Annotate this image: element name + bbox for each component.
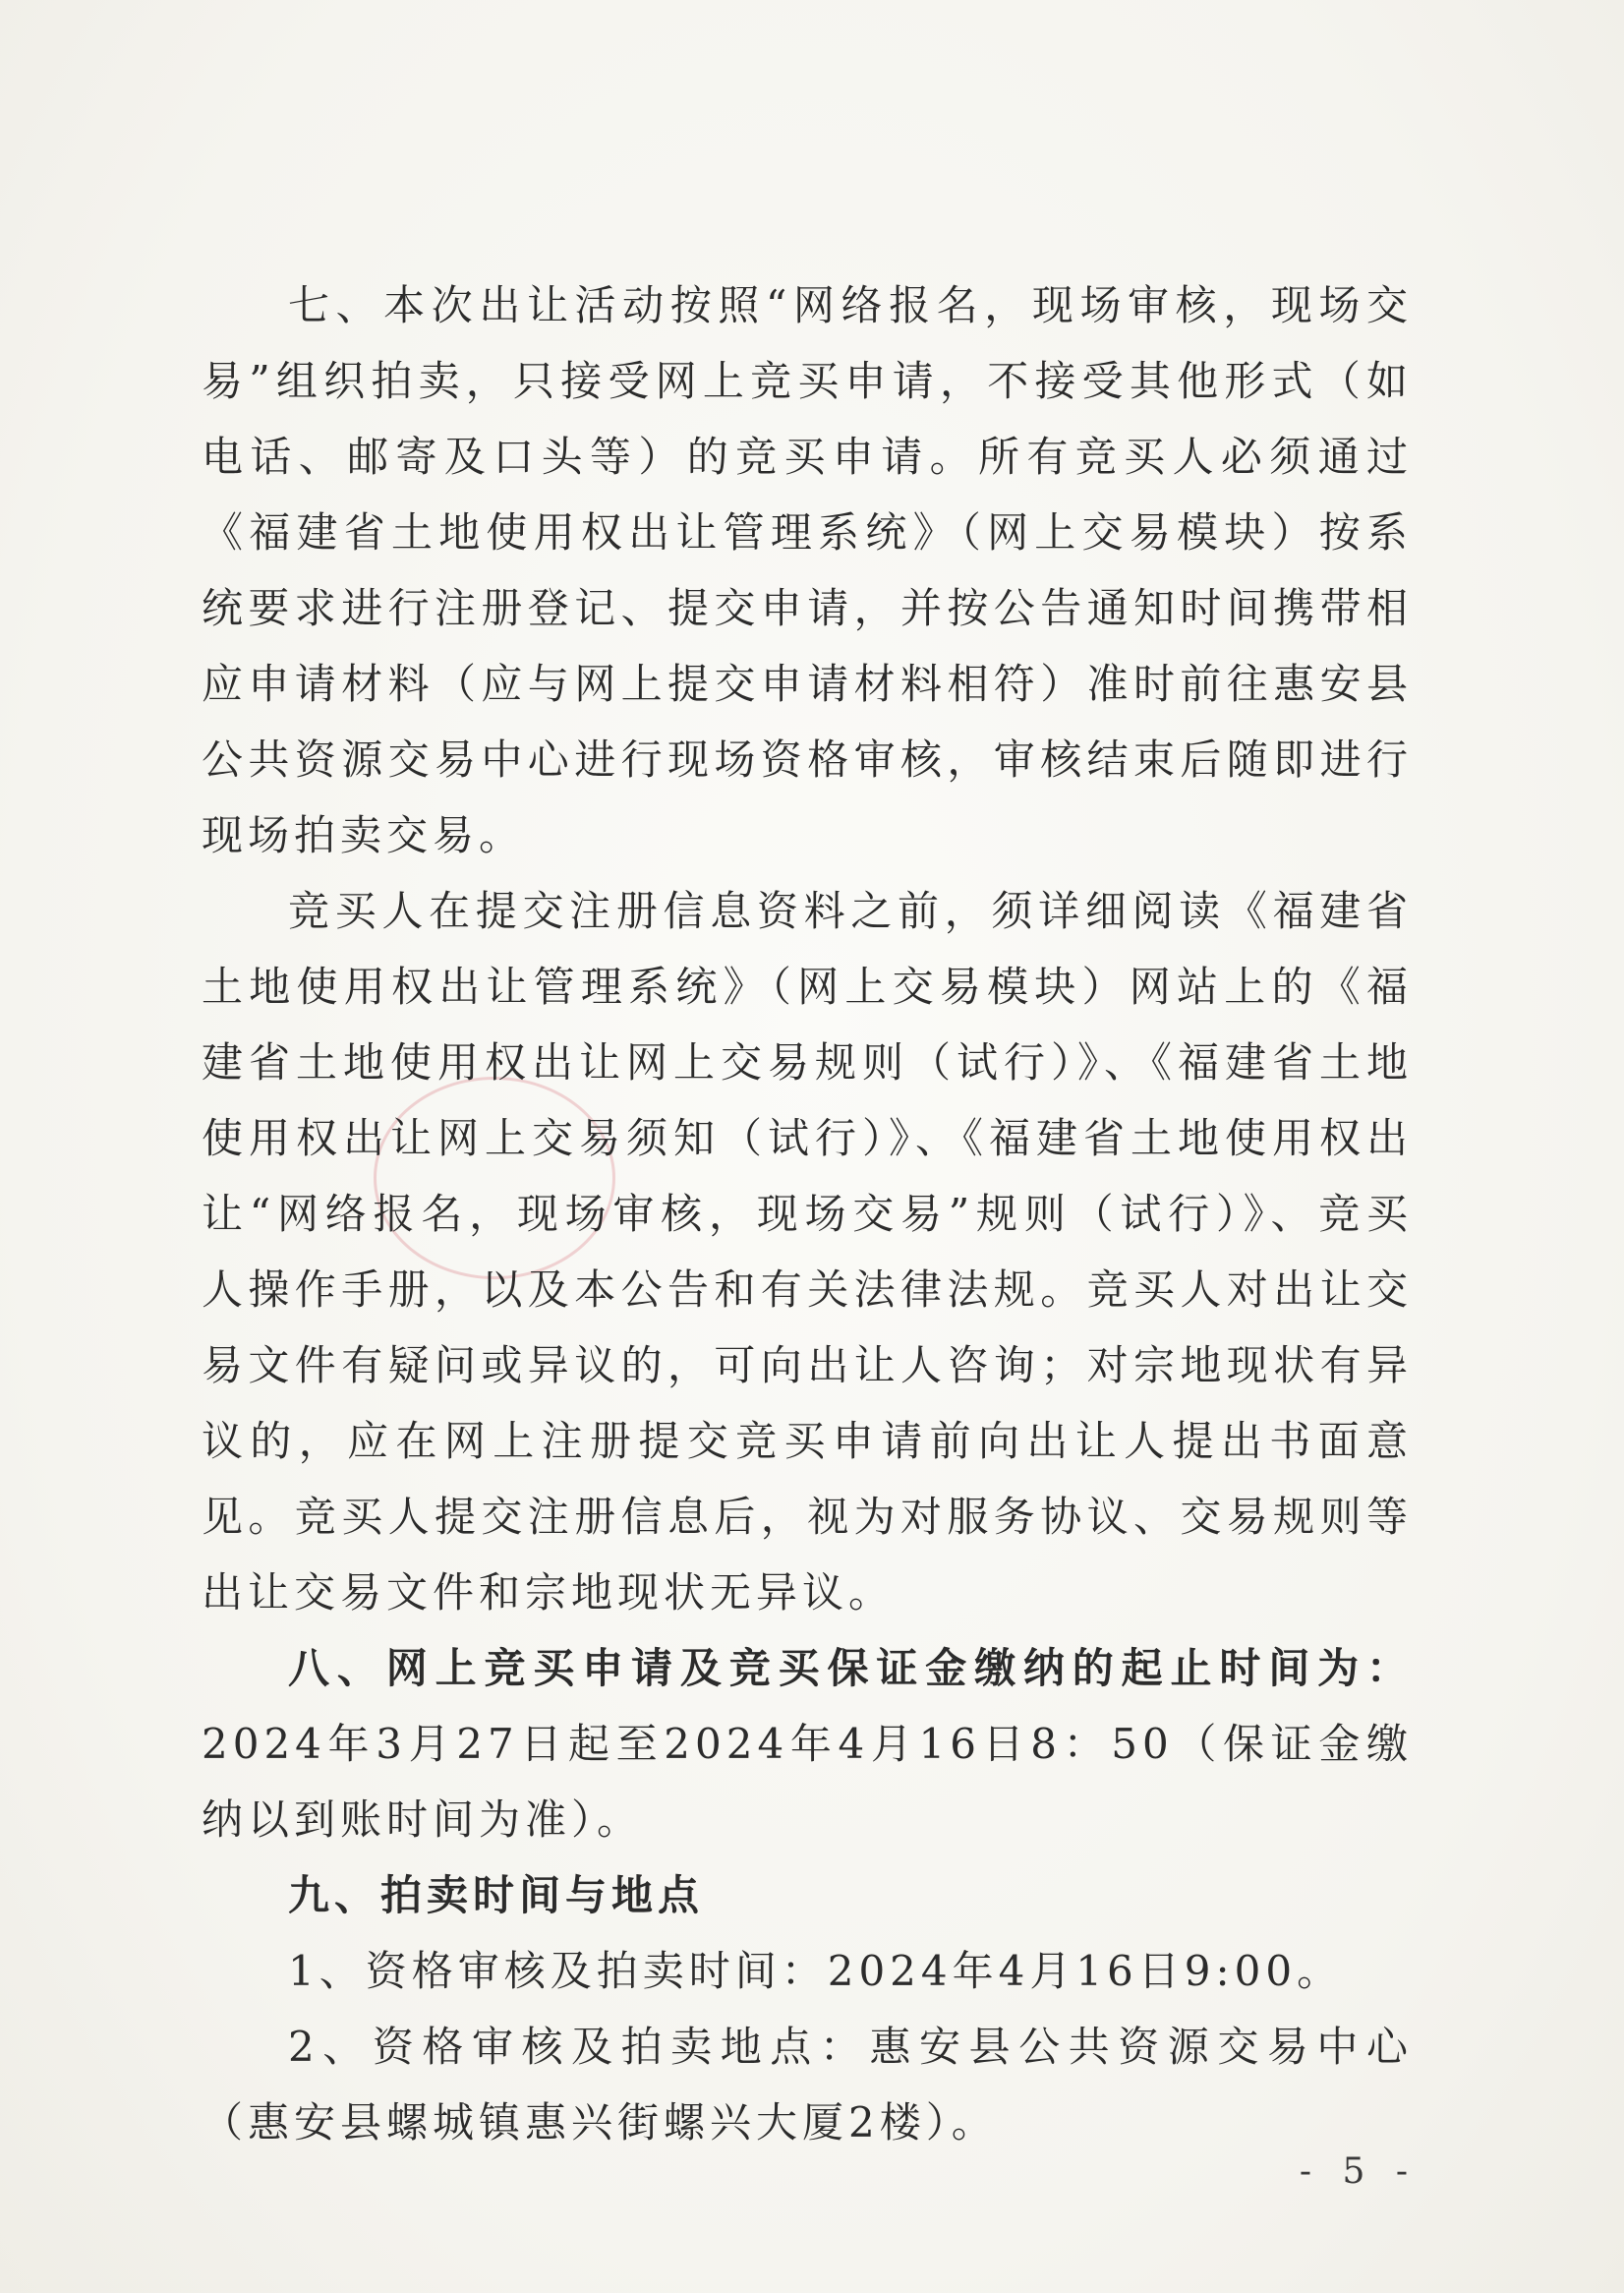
list-item-auction-time: 1、资格审核及拍卖时间：2024年4月16日9:00。	[288, 1947, 1344, 1995]
paragraph-section-8	[202, 1630, 1413, 1857]
page-number: - 5 -	[1299, 2151, 1418, 2192]
document-body	[202, 267, 1413, 2160]
paragraph-bidder-notice: 竞买人在提交注册信息资料之前，须详细阅读《福建省土地使用权出让管理系统》（网上交易模块）网站上的《福建省土地使用权出让网上交易规则（试行）》、《福建省土地使用权出让网上交易须知（试行）》、《福建省土地使用权出让“网络报名，现场审核，现场交易”规则（试行）》、竞买人操作手册，以及本公告和有关法律法规。竞买人对出让交易文件有疑问或异议的，可向出让人咨询；对宗地现状有异议的，应在网上注册提交竞买申请前向出让人提出书面意见。竞买人提交注册信息后，视为对服务协议、交易规则等出让交易文件和宗地现状无异议。	[202, 887, 1413, 1617]
paragraph-section-7: 七、本次出让活动按照“网络报名，现场审核，现场交易”组织拍卖，只接受网上竞买申请，不接受其他形式（如电话、邮寄及口头等）的竞买申请。所有竞买人必须通过《福建省土地使用权出让管理系统》（网上交易模块）按系统要求进行注册登记、提交申请，并按公告通知时间携带相应申请材料（应与网上提交申请材料相符）准时前往惠安县公共资源交易中心进行现场资格审核，审核结束后随即进行现场拍卖交易。	[202, 281, 1413, 859]
section-9-heading: 九、拍卖时间与地点	[288, 1871, 705, 1919]
list-item-auction-location: 2、资格审核及拍卖地点：惠安县公共资源交易中心（惠安县螺城镇惠兴街螺兴大厦2楼）。	[202, 2023, 1413, 2146]
section-8-heading: 八、网上竞买申请及竞买保证金缴纳的起止时间为：	[288, 1644, 1413, 1692]
section-8-dates: 2024年3月27日起至2024年4月16日8：50（保证金缴纳以到账时间为准）。	[202, 1720, 1413, 1844]
